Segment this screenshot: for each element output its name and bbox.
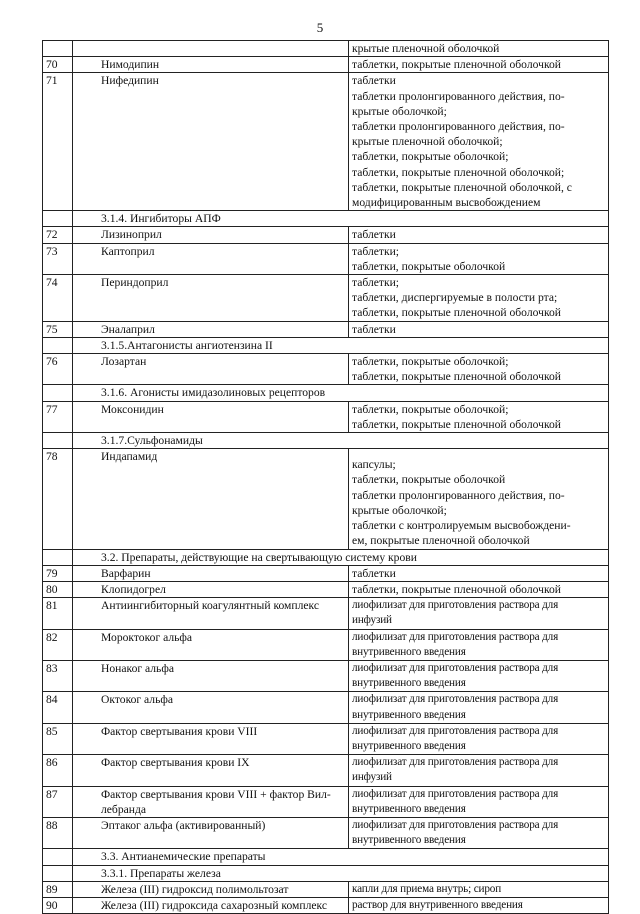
dosage-form xyxy=(349,881,609,897)
table-row xyxy=(43,660,609,691)
dosage-form-line: таблетки, покрытые пленочной оболочкой xyxy=(352,306,561,320)
page-number: 5 xyxy=(316,20,324,35)
row-number: 80 xyxy=(43,581,73,597)
row-number: 76 xyxy=(43,354,73,385)
table-row xyxy=(43,755,609,786)
dosage-form-line: таблетки xyxy=(352,322,396,336)
dosage-form-line: таблетки, покрытые оболочкой xyxy=(352,473,506,487)
table-row xyxy=(43,817,609,848)
dosage-form-line: лиофилизат для приготовления раствора для xyxy=(352,693,559,706)
drug-table xyxy=(42,40,609,914)
dosage-form-line: лиофилизат для приготовления раствора для xyxy=(352,818,559,831)
row-number xyxy=(43,41,73,57)
drug-name xyxy=(73,41,349,57)
table-row xyxy=(43,57,609,73)
row-number: 86 xyxy=(43,755,73,786)
dosage-form-line: крытые пленочной оболочкой xyxy=(352,42,500,55)
table-row xyxy=(43,73,609,211)
dosage-form-line: таблетки, покрытые оболочкой; xyxy=(352,402,509,416)
row-number: 88 xyxy=(43,817,73,848)
drug-name: Периндоприл xyxy=(73,275,349,322)
dosage-form-line: лиофилизат для приготовления раствора для xyxy=(352,756,559,769)
row-number: 74 xyxy=(43,275,73,322)
dosage-form xyxy=(349,565,609,581)
drug-name: Нимодипин xyxy=(73,57,349,73)
dosage-form-line: таблетки, покрытые пленочной оболочкой; xyxy=(352,165,565,179)
drug-name: Октоког альфа xyxy=(73,692,349,723)
table-row xyxy=(43,401,609,432)
dosage-form xyxy=(349,723,609,754)
row-number: 84 xyxy=(43,692,73,723)
drug-name: Мороктоког альфа xyxy=(73,629,349,660)
dosage-form-line: крытые пленочной оболочкой; xyxy=(352,135,503,149)
drug-name: Клопидогрел xyxy=(73,581,349,597)
table-row xyxy=(43,581,609,597)
dosage-form-line: таблетки; xyxy=(352,244,400,258)
row-number-cell xyxy=(43,337,73,353)
dosage-form-line: таблетки, диспергируемые в полости рта; xyxy=(352,291,558,305)
row-number: 90 xyxy=(43,897,73,913)
row-number-cell xyxy=(43,433,73,449)
dosage-form xyxy=(349,581,609,597)
section-row xyxy=(43,385,609,401)
dosage-form-line: таблетки xyxy=(352,74,396,88)
dosage-form xyxy=(349,354,609,385)
section-heading: 3.1.7.Сульфонамиды xyxy=(73,433,609,449)
row-number: 70 xyxy=(43,57,73,73)
row-number: 83 xyxy=(43,660,73,691)
dosage-form-line: лиофилизат для приготовления раствора для xyxy=(352,787,559,800)
section-row xyxy=(43,433,609,449)
dosage-form xyxy=(349,786,609,817)
dosage-form-line: модифицированным высвобождением xyxy=(352,196,541,210)
dosage-form xyxy=(349,243,609,274)
dosage-form xyxy=(349,73,609,211)
dosage-form xyxy=(349,321,609,337)
section-heading: 3.1.5.Антагонисты ангиотензина II xyxy=(73,337,609,353)
row-number: 89 xyxy=(43,881,73,897)
drug-name: Эналаприл xyxy=(73,321,349,337)
dosage-form xyxy=(349,401,609,432)
section-heading: 3.1.4. Ингибиторы АПФ xyxy=(73,211,609,227)
drug-name: Железа (III) гидроксид полимольтозат xyxy=(73,881,349,897)
dosage-form xyxy=(349,660,609,691)
table-row xyxy=(43,354,609,385)
dosage-form-line: внутривенного введения xyxy=(352,677,466,690)
dosage-form-line: лиофилизат для приготовления раствора для xyxy=(352,630,559,643)
dosage-form xyxy=(349,598,609,629)
table-row xyxy=(43,692,609,723)
dosage-form xyxy=(349,275,609,322)
row-number: 87 xyxy=(43,786,73,817)
row-number-cell xyxy=(43,549,73,565)
table-row xyxy=(43,565,609,581)
section-row xyxy=(43,865,609,881)
dosage-form-line: таблетки пролонгированного действия, по- xyxy=(352,488,565,502)
dosage-form-line: внутривенного введения xyxy=(352,645,466,658)
drug-name: Антиингибиторный коагулянтный комплекс xyxy=(73,598,349,629)
dosage-form-line: таблетки, покрытые оболочкой; xyxy=(352,150,509,164)
drug-name: Железа (III) гидроксида сахарозный комплекс xyxy=(73,897,349,913)
dosage-form-line: таблетки пролонгированного действия, по- xyxy=(352,120,565,134)
drug-name: Фактор свертывания крови VIII + фактор Вил- лебранда xyxy=(73,786,349,817)
drug-name: Эптаког альфа (активированный) xyxy=(73,817,349,848)
table-row xyxy=(43,897,609,913)
table-row xyxy=(43,629,609,660)
dosage-form xyxy=(349,897,609,913)
section-heading: 3.3.1. Препараты железа xyxy=(73,865,609,881)
drug-name: Каптоприл xyxy=(73,243,349,274)
section-row xyxy=(43,211,609,227)
row-number: 82 xyxy=(43,629,73,660)
dosage-form xyxy=(349,629,609,660)
dosage-form-line: таблетки, покрытые оболочкой xyxy=(352,259,506,273)
table-row xyxy=(43,275,609,322)
section-row xyxy=(43,337,609,353)
drug-name: Нифедипин xyxy=(73,73,349,211)
section-row xyxy=(43,849,609,865)
row-number: 79 xyxy=(43,565,73,581)
dosage-form-line: инфузий xyxy=(352,771,392,784)
dosage-form-line: капли для приема внутрь; сироп xyxy=(352,882,502,895)
table-row xyxy=(43,881,609,897)
row-number: 81 xyxy=(43,598,73,629)
dosage-form-line: внутривенного введения xyxy=(352,834,466,847)
table-row xyxy=(43,786,609,817)
table-row xyxy=(43,723,609,754)
drug-name: Моксонидин xyxy=(73,401,349,432)
section-row xyxy=(43,549,609,565)
row-number: 72 xyxy=(43,227,73,243)
dosage-form xyxy=(349,692,609,723)
table-row xyxy=(43,598,609,629)
row-number: 73 xyxy=(43,243,73,274)
row-number-cell xyxy=(43,849,73,865)
row-number: 75 xyxy=(43,321,73,337)
section-heading: 3.2. Препараты, действующие на свертывающую систему крови xyxy=(73,549,609,565)
dosage-form-line: раствор для внутривенного введения xyxy=(352,898,523,911)
dosage-form-line: таблетки, покрытые оболочкой; xyxy=(352,355,509,369)
dosage-form-line: капсулы; xyxy=(352,458,396,472)
dosage-form-line: внутривенного введения xyxy=(352,708,466,721)
dosage-form-line: крытые оболочкой; xyxy=(352,503,447,517)
drug-name: Индапамид xyxy=(73,449,349,549)
dosage-form-line: таблетки, покрытые пленочной оболочкой xyxy=(352,370,561,384)
dosage-form-line xyxy=(352,449,605,457)
table-row xyxy=(43,321,609,337)
dosage-form xyxy=(349,57,609,73)
table-row xyxy=(43,41,609,57)
dosage-form xyxy=(349,449,609,549)
table-row xyxy=(43,449,609,549)
drug-name: Варфарин xyxy=(73,565,349,581)
dosage-form xyxy=(349,755,609,786)
drug-name: Фактор свертывания крови IX xyxy=(73,755,349,786)
drug-name: Лозартан xyxy=(73,354,349,385)
dosage-form xyxy=(349,817,609,848)
row-number-cell xyxy=(43,385,73,401)
dosage-form-line: таблетки, покрытые пленочной оболочкой xyxy=(352,582,561,596)
dosage-form-line: таблетки, покрытые пленочной оболочкой xyxy=(352,417,561,431)
dosage-form-line: таблетки пролонгированного действия, по- xyxy=(352,89,565,103)
drug-name: Нонаког альфа xyxy=(73,660,349,691)
drug-name: Фактор свертывания крови VIII xyxy=(73,723,349,754)
dosage-form-line: таблетки xyxy=(352,228,396,242)
row-number: 85 xyxy=(43,723,73,754)
dosage-form-line: таблетки с контролируемым высвобождени- xyxy=(352,519,571,533)
dosage-form-line: внутривенного введения xyxy=(352,802,466,815)
dosage-form-line: таблетки, покрытые пленочной оболочкой, с xyxy=(352,180,572,194)
dosage-form-line: лиофилизат для приготовления раствора для xyxy=(352,599,559,612)
dosage-form xyxy=(349,41,609,57)
row-number-cell xyxy=(43,865,73,881)
dosage-form-line: таблетки xyxy=(352,566,396,580)
dosage-form-line: лиофилизат для приготовления раствора для xyxy=(352,724,559,737)
dosage-form-line: крытые оболочкой; xyxy=(352,104,447,118)
section-heading: 3.1.6. Агонисты имидазолиновых рецепторов xyxy=(73,385,609,401)
dosage-form-line: ем, покрытые пленочной оболочкой xyxy=(352,534,530,548)
drug-name: Лизиноприл xyxy=(73,227,349,243)
table-row xyxy=(43,227,609,243)
dosage-form-line: лиофилизат для приготовления раствора для xyxy=(352,661,559,674)
table-row xyxy=(43,243,609,274)
row-number: 77 xyxy=(43,401,73,432)
dosage-form-line: таблетки; xyxy=(352,276,400,290)
row-number: 71 xyxy=(43,73,73,211)
section-heading: 3.3. Антианемические препараты xyxy=(73,849,609,865)
dosage-form-line: инфузий xyxy=(352,614,392,627)
row-number: 78 xyxy=(43,449,73,549)
row-number-cell xyxy=(43,211,73,227)
dosage-form-line: таблетки, покрытые пленочной оболочкой xyxy=(352,58,561,72)
dosage-form-line: внутривенного введения xyxy=(352,739,466,752)
dosage-form xyxy=(349,227,609,243)
